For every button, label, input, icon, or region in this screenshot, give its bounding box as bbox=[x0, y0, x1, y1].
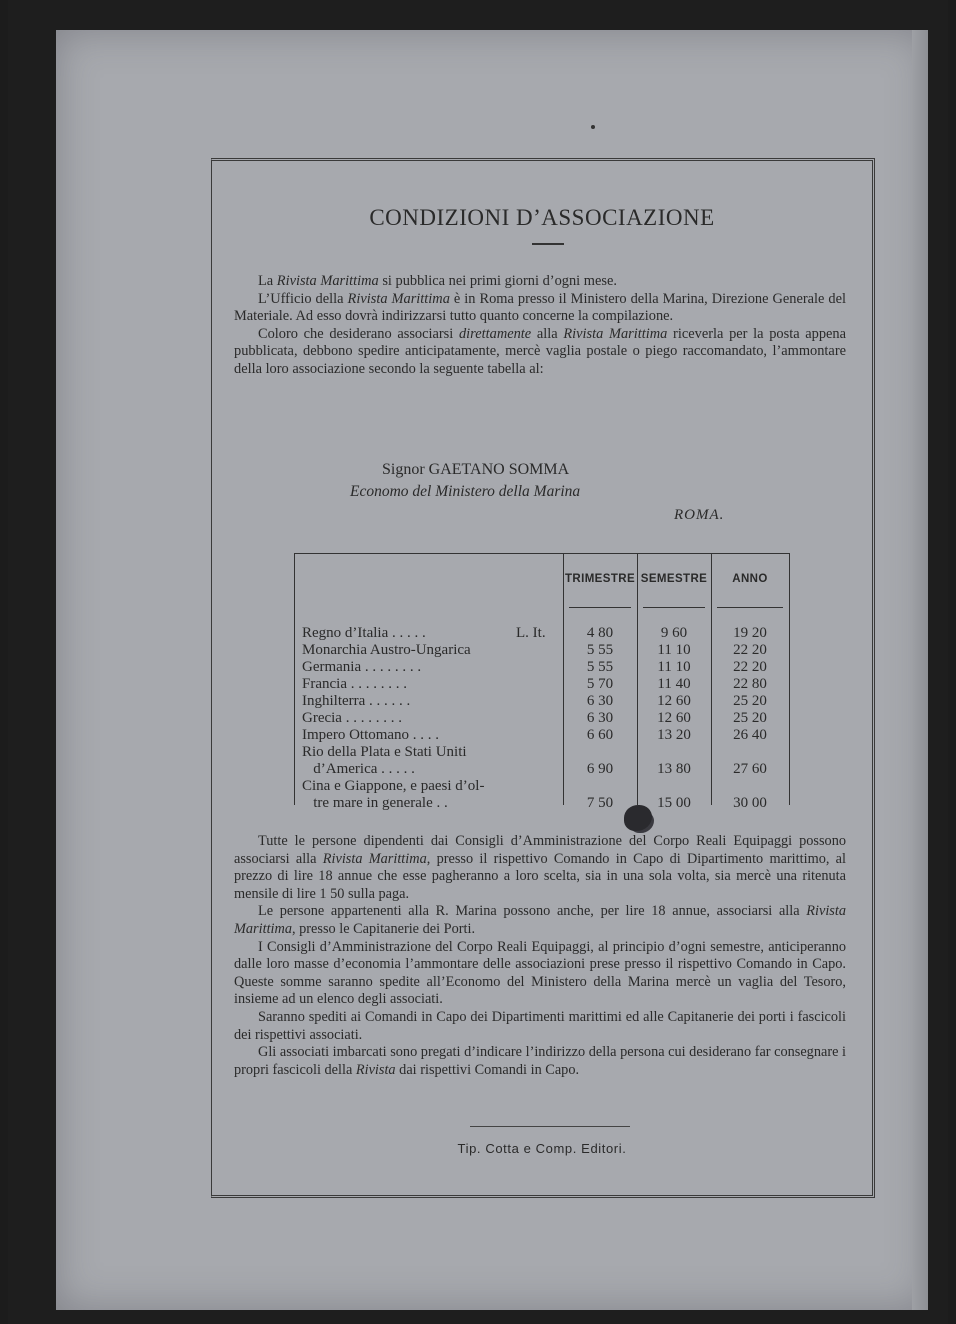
note-paragraph: Saranno spediti ai Comandi in Capo dei Dipartimenti marittimi ed alle Capitanerie dei porti i fascicoli dei rispettivi associati. bbox=[234, 1008, 846, 1043]
table-rule bbox=[789, 553, 790, 805]
row-label: Monarchia Austro-Ungarica bbox=[302, 642, 471, 658]
table-cell: 12 60 bbox=[657, 710, 691, 726]
table-cell: 22 20 bbox=[733, 642, 767, 658]
table-cell: 26 40 bbox=[733, 727, 767, 743]
note-paragraph: I Consigli d’Amministrazione del Corpo Reali Equipaggi, al principio d’ogni semestre, anticiperanno dalle loro masse d’economia l’ammontare delle associazioni prese presso il rispettivo Comando in Capo. Queste somme saranno spedite all’Economo del Ministero della Marina mercè un vaglia del Tesoro, insieme ad un elenco degli associati. bbox=[234, 938, 846, 1008]
table-cell: 22 80 bbox=[733, 676, 767, 692]
table-cell: 11 10 bbox=[657, 659, 691, 675]
table-cell: 5 55 bbox=[586, 642, 614, 658]
footer-rule bbox=[470, 1126, 630, 1127]
address-name: Signor GAETANO SOMMA bbox=[382, 461, 570, 478]
table-top-rule bbox=[294, 553, 790, 554]
row-label: Regno d’Italia . . . . . bbox=[302, 625, 426, 641]
row-label: Francia . . . . . . . . bbox=[302, 676, 407, 692]
table-cell: 6 60 bbox=[586, 727, 614, 743]
intro-paragraph: L’Ufficio della Rivista Marittima è in Roma presso il Ministero della Marina, Direzione Generale del Materiale. Ad esso dovrà indirizzarsi tutto quanto concerne la compilazione. bbox=[234, 290, 847, 324]
table-cell: 6 90 bbox=[586, 761, 614, 777]
intro-paragraph: La Rivista Marittima si pubblica nei primi giorni d’ogni mese. bbox=[258, 273, 617, 289]
printer-imprint: Tip. Cotta e Comp. Editori. bbox=[457, 1141, 627, 1156]
table-cell: 25 20 bbox=[733, 710, 767, 726]
note-paragraph: Gli associati imbarcati sono pregati d’indicare l’indirizzo della persona cui desiderano far consegnare i propri fascicoli della Rivista dai rispettivi Comandi in Capo. bbox=[234, 1044, 846, 1078]
intro-text bbox=[234, 273, 846, 378]
page-title: CONDIZIONI D’ASSOCIAZIONE bbox=[369, 205, 715, 230]
table-cell: 15 00 bbox=[657, 795, 691, 811]
header-underline bbox=[717, 607, 783, 608]
table-cell: 22 20 bbox=[733, 659, 767, 675]
row-label: Grecia . . . . . . . . bbox=[302, 710, 402, 726]
row-label: Germania . . . . . . . . bbox=[302, 659, 422, 675]
address-city: ROMA. bbox=[674, 507, 725, 523]
table-rule bbox=[294, 553, 295, 805]
content-frame bbox=[211, 158, 875, 1198]
table-cell: 19 20 bbox=[733, 625, 767, 641]
notes-text bbox=[234, 833, 846, 1079]
table-cell: 25 20 bbox=[733, 693, 767, 709]
row-label: Cina e Giappone, e paesi d’ol- tre mare in generale . . bbox=[302, 778, 485, 811]
ink-dot bbox=[591, 125, 595, 129]
header-underline bbox=[569, 607, 631, 608]
row-label: Impero Ottomano . . . . bbox=[302, 727, 440, 743]
subscription-table bbox=[294, 553, 790, 811]
table-cell: 13 20 bbox=[657, 727, 691, 743]
note-paragraph: Le persone appartenenti alla R. Marina possono anche, per lire 18 annue, associarsi alla Rivista Marittima, presso le Capitanerie dei Porti. bbox=[234, 903, 846, 937]
note-paragraph: Tutte le persone dipendenti dai Consigli d’Amministrazione del Corpo Reali Equipaggi possono associarsi alla Rivista Marittima, presso il rispettivo Comando in Capo di Dipartimento marittimo, al prezzo di lire 18 annue che esse pagheranno a loro scelta, sia in una sola volta, sia mercè una ritenuta mensile di lire 1 50 sulla paga. bbox=[234, 833, 847, 902]
currency-label: L. It. bbox=[516, 625, 546, 641]
table-cell: 7 50 bbox=[586, 795, 614, 811]
title-rule bbox=[532, 243, 564, 245]
table-cell: 11 10 bbox=[657, 642, 691, 658]
table-cell: 12 60 bbox=[657, 693, 691, 709]
table-cell: 6 30 bbox=[586, 693, 614, 709]
header-anno: ANNO bbox=[732, 573, 768, 585]
table-cell: 11 40 bbox=[657, 676, 691, 692]
table-cell: 4 80 bbox=[586, 625, 614, 641]
table-cell: 9 60 bbox=[660, 625, 688, 641]
row-label: Rio della Plata e Stati Uniti d’America . . . . . bbox=[302, 744, 467, 777]
document-page bbox=[56, 30, 928, 1310]
intro-paragraph: Coloro che desiderano associarsi direttamente alla Rivista Marittima riceverla per la posta appena pubblicata, debbono spedire anticipatamente, mercè vaglia postale o piego raccomandato, l’ammontare della loro associazione secondo la seguente tabella al: bbox=[234, 325, 847, 377]
ink-stain bbox=[624, 805, 652, 831]
scan-background bbox=[8, 0, 948, 1324]
page-edge bbox=[912, 30, 928, 1310]
address-role: Economo del Ministero della Marina bbox=[350, 483, 581, 500]
table-cell: 6 30 bbox=[586, 710, 614, 726]
header-semestre: SEMESTRE bbox=[640, 573, 708, 585]
table-cell: 27 60 bbox=[733, 761, 767, 777]
table-cell: 5 70 bbox=[586, 676, 614, 692]
table-cell: 30 00 bbox=[733, 795, 767, 811]
table-cell: 5 55 bbox=[586, 659, 614, 675]
row-label: Inghilterra . . . . . . bbox=[302, 693, 411, 709]
table-cell: 13 80 bbox=[657, 761, 691, 777]
header-trimestre: TRIMESTRE bbox=[564, 573, 636, 585]
header-underline bbox=[643, 607, 705, 608]
